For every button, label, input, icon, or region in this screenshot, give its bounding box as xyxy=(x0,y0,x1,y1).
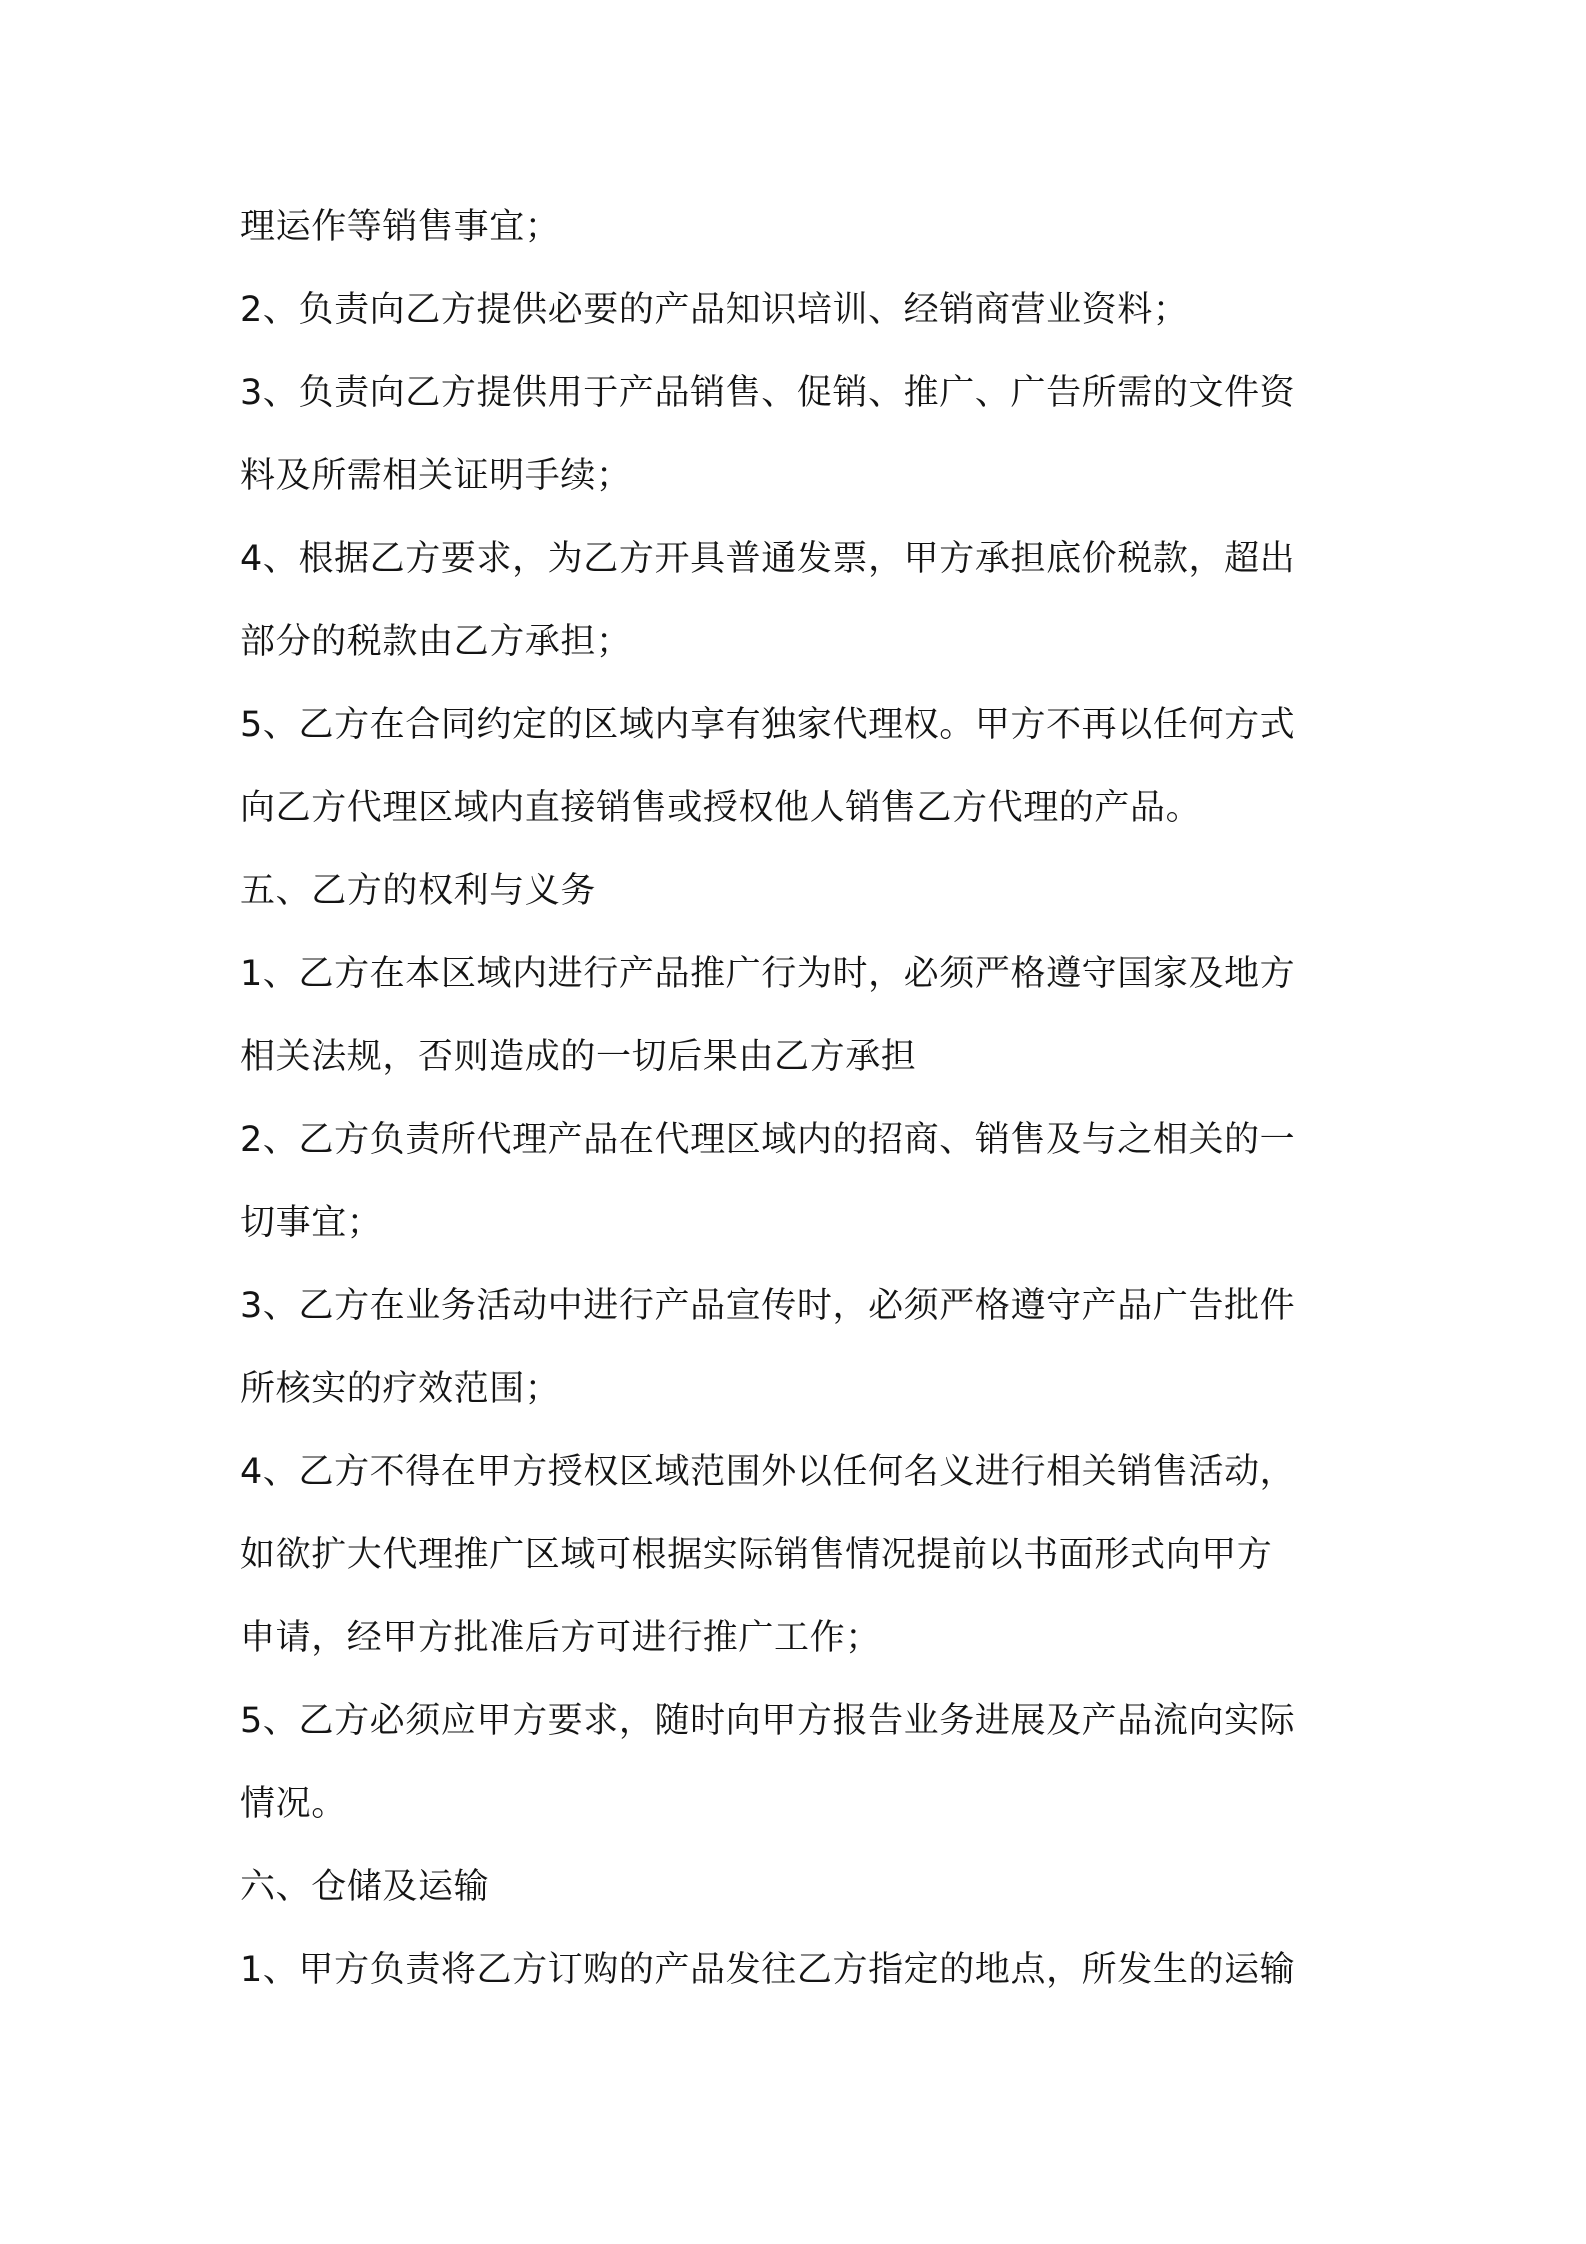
text-line-b-clause-1-promotion: 1、乙方在本区域内进行产品推广行为时，必须严格遵守国家及地方 xyxy=(240,954,1296,994)
text-line-b-clause-3-advertising: 3、乙方在业务活动中进行产品宣传时，必须严格遵守产品广告批件 xyxy=(240,1286,1296,1326)
text-line-b-clause-1-continued: 相关法规，否则造成的一切后果由乙方承担 xyxy=(240,1037,917,1077)
text-line-b-clause-4-continued-2: 申请，经甲方批准后方可进行推广工作； xyxy=(240,1618,881,1658)
contract-text-body xyxy=(240,186,1370,2012)
text-line-clause-3-documents: 3、负责向乙方提供用于产品销售、促销、推广、广告所需的文件资 xyxy=(240,373,1296,413)
text-line-clause-4-invoice: 4、根据乙方要求，为乙方开具普通发票，甲方承担底价税款，超出 xyxy=(240,539,1296,579)
text-line-storage-clause-1: 1、甲方负责将乙方订购的产品发往乙方指定的地点，所发生的运输 xyxy=(240,1950,1296,1990)
text-line-b-clause-2-continued: 切事宜； xyxy=(240,1203,383,1243)
text-line-b-clause-4-territory: 4、乙方不得在甲方授权区域范围外以任何名义进行相关销售活动， xyxy=(240,1452,1296,1492)
text-line-b-clause-5-report: 5、乙方必须应甲方要求，随时向甲方报告业务进展及产品流向实际 xyxy=(240,1701,1296,1741)
text-line-b-clause-2-recruitment: 2、乙方负责所代理产品在代理区域内的招商、销售及与之相关的一 xyxy=(240,1120,1296,1160)
text-line-b-clause-4-continued-1: 如欲扩大代理推广区域可根据实际销售情况提前以书面形式向甲方 xyxy=(240,1535,1273,1575)
text-line-clause-2-training: 2、负责向乙方提供必要的产品知识培训、经销商营业资料； xyxy=(240,290,1189,330)
text-line-clause-4-continued: 部分的税款由乙方承担； xyxy=(240,622,632,662)
section-heading-party-b-rights: 五、乙方的权利与义务 xyxy=(240,871,597,911)
text-line-continuation-sales-matters: 理运作等销售事宜； xyxy=(240,207,561,247)
text-line-b-clause-5-continued: 情况。 xyxy=(240,1784,347,1824)
section-heading-storage-transport: 六、仓储及运输 xyxy=(240,1867,490,1907)
text-line-clause-5-exclusive: 5、乙方在合同约定的区域内享有独家代理权。甲方不再以任何方式 xyxy=(240,705,1296,745)
text-line-b-clause-3-continued: 所核实的疗效范围； xyxy=(240,1369,561,1409)
text-line-clause-5-continued: 向乙方代理区域内直接销售或授权他人销售乙方代理的产品。 xyxy=(240,788,1202,828)
text-line-clause-3-continued: 料及所需相关证明手续； xyxy=(240,456,632,496)
